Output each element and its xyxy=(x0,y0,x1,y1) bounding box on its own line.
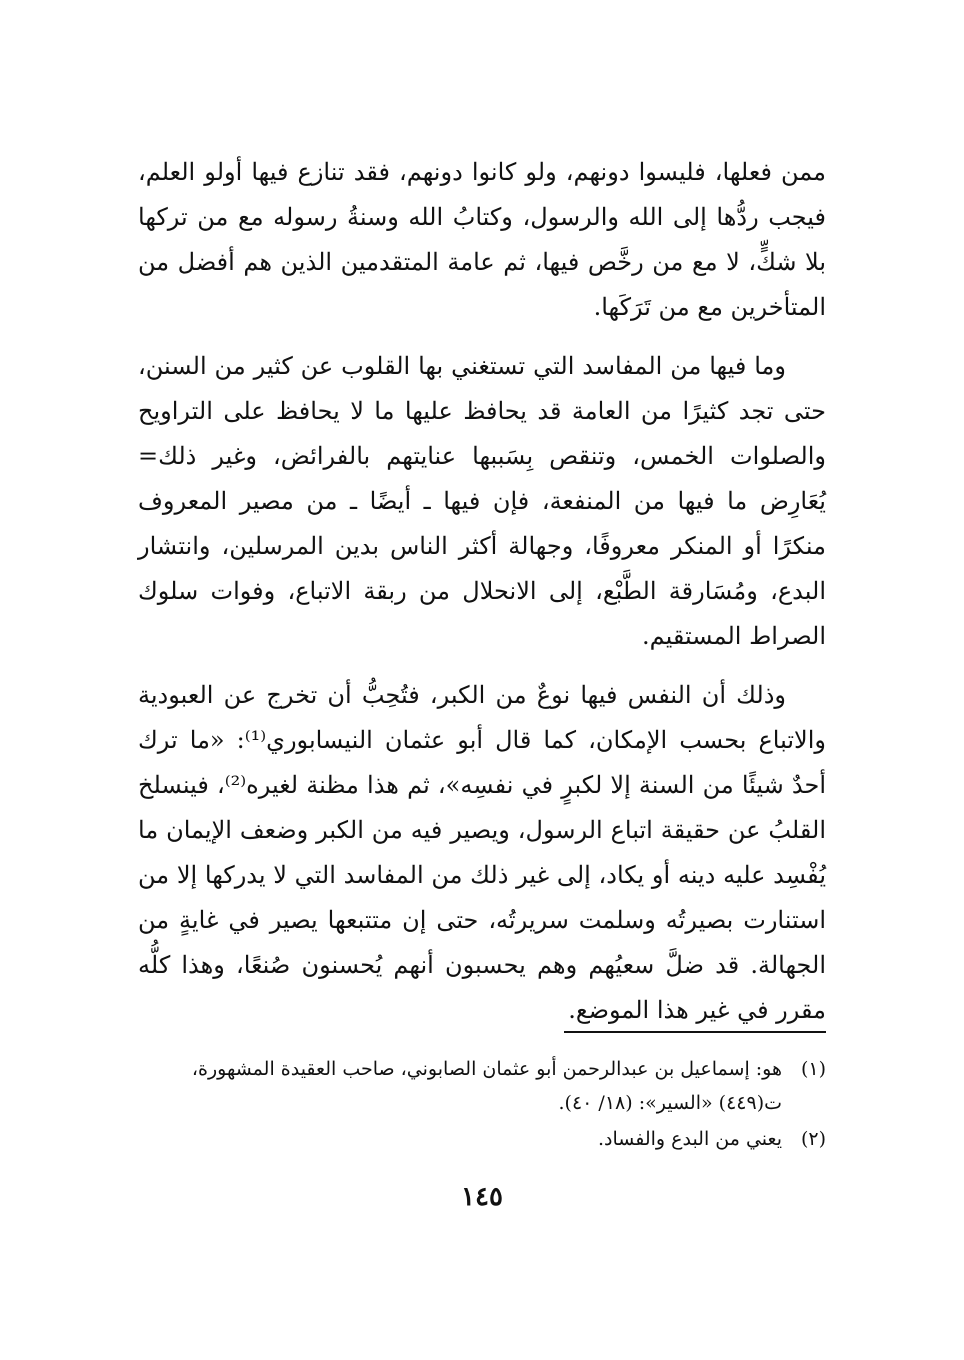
body-text xyxy=(138,150,826,1047)
footnote-text: يعني من البدع والفساد. xyxy=(598,1128,782,1150)
footnote-divider xyxy=(564,1031,826,1033)
paragraph-2: وما فيها من المفاسد التي تستغني بها القلوب عن كثير من السنن، حتى تجد كثيرًا من العامة قد يحافظ عليها ما لا يحافظ على التراويح والصلوات الخمس، وتنقص بِسَببها عنايتهم بالفرائض، وغير ذلك= يُعَارِض ما فيها من المنفعة، فإن فيها ـ أيضًا ـ من مصير المعروف منكرًا أو المنكر معروفًا، وجهالة أكثر الناس بدين المرسلين، وانتشار البدع، ومُسَارقة الطَّبْع، إلى الانحلال من ربقة الاتباع، وفوات سلوك الصراط المستقيم. xyxy=(138,352,826,650)
footnote-text: هو: إسماعيل بن عبدالرحمن أبو عثمان الصابوني، صاحب العقيدة المشهورة، ت(٤٤٩) «السير»: (١٨/ ٤٠). xyxy=(191,1058,782,1114)
footnote-number: (١) xyxy=(800,1058,826,1080)
paragraph-3: وذلك أن النفس فيها نوعٌ من الكبر، فتُحِبُّ أن تخرج عن العبودية والاتباع بحسب الإمكان، كما قال أبو عثمان النيسابوري⁽¹⁾: «ما ترك أحدٌ شيئًا من السنة إلا لكبرٍ في نفسِه»، ثم هذا مظنة لغيره⁽²⁾، فينسلخ القلبُ عن حقيقة اتباع الرسول، ويصير فيه من الكبر وضعف الإيمان ما يُفْسِد عليه دينه أو يكاد، إلى غير ذلك من المفاسد التي لا يدركها إلا من استنارت بصيرتُه وسلمت سريرتُه، حتى إن متتبعها يصير في غايةٍ من الجهالة. قد ضلَّ سعيُهم وهم يحسبون أنهم يُحسنون صُنعًا، وهذا كلُّه مقرر في غير هذا الموضع. xyxy=(138,681,827,1024)
footnote-1 xyxy=(138,1052,826,1120)
paragraph-1: ممن فعلها، فليسوا دونهم، ولو كانوا دونهم، فقد تنازع فيها أولو العلم، فيجب ردُّها إلى الله والرسول، وكتابُ الله وسنةُ رسوله مع من تركها بلا شكٍّ، لا مع من رخَّص فيها، ثم عامة المتقدمين الذين هم أفضل من المتأخرين مع من تَرَكَها. xyxy=(138,158,826,321)
footnote-number: (٢) xyxy=(800,1128,826,1150)
footnotes xyxy=(138,1052,826,1158)
footnote-2 xyxy=(138,1122,826,1156)
page-number: ١٤٥ xyxy=(461,1182,503,1212)
